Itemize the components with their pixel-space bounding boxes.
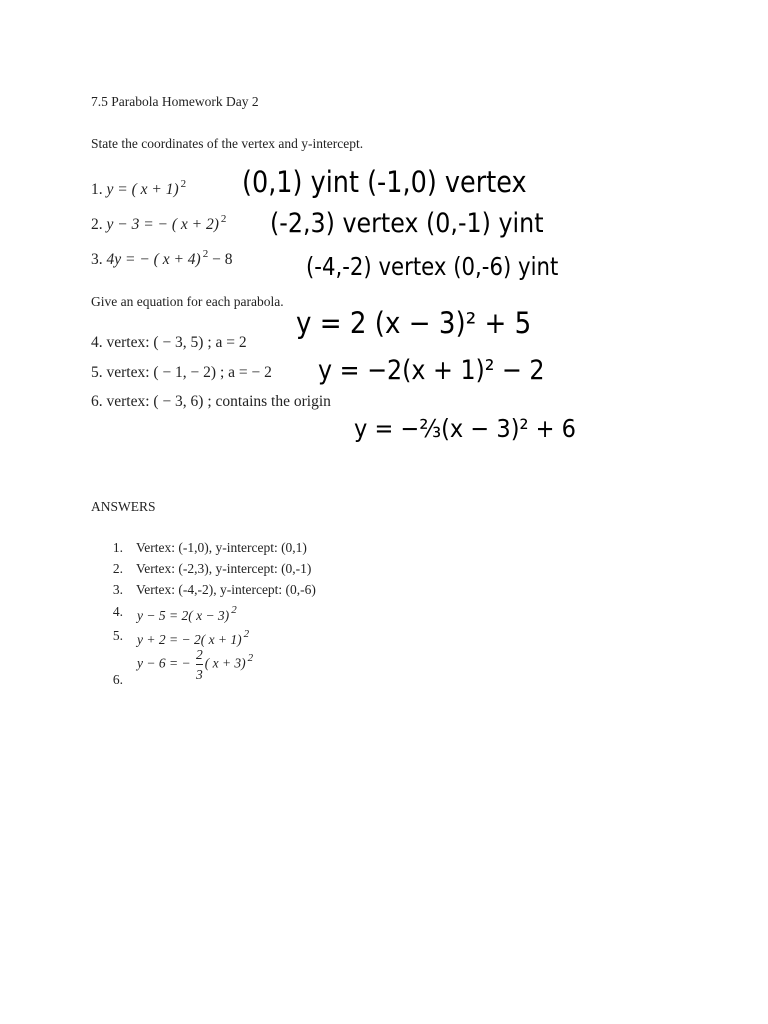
answer-item-6 xyxy=(0,646,300,696)
handwritten-answer-6: y = −⅔(x − 3)² + 6 xyxy=(354,414,576,443)
fraction xyxy=(196,646,203,683)
answer-text: y − 6 = − xyxy=(137,655,191,671)
handwritten-answer-5: y = −2(x + 1)² − 2 xyxy=(318,355,545,386)
question-number: 4. xyxy=(91,334,103,351)
answer-number: 2. xyxy=(112,561,123,576)
fraction-denominator: 3 xyxy=(195,667,203,682)
answer-text: Vertex: (-1,0), y-intercept: (0,1) xyxy=(136,540,307,555)
question-number: 5. xyxy=(91,364,103,381)
question-5 xyxy=(91,364,272,382)
answer-text: Vertex: (-2,3), y-intercept: (0,-1) xyxy=(136,561,312,576)
answer-text-tail: ( x + 3) xyxy=(204,655,246,671)
fraction-numerator: 2 xyxy=(195,647,203,662)
exponent: 2 xyxy=(202,248,209,260)
answers-heading: ANSWERS xyxy=(91,499,156,514)
answer-text: y + 2 = − 2( x + 1) xyxy=(137,632,242,647)
question-6 xyxy=(91,393,331,411)
section-instruction-equation: Give an equation for each parabola. xyxy=(91,294,284,309)
question-equation-tail: − 8 xyxy=(212,251,233,268)
answer-equation xyxy=(137,628,249,648)
question-3 xyxy=(91,248,232,269)
answer-equation xyxy=(137,646,253,683)
handwritten-answer-3: (-4,-2) vertex (0,-6) yint xyxy=(306,252,559,281)
answer-number: 4. xyxy=(112,604,123,619)
answer-number: 5. xyxy=(112,628,123,643)
question-number: 1. xyxy=(91,181,103,198)
handwritten-answer-4: y = 2 (x − 3)² + 5 xyxy=(296,306,532,340)
question-4 xyxy=(91,334,247,352)
question-equation: y − 3 = − ( x + 2) xyxy=(106,216,219,233)
answer-text: y − 5 = 2( x − 3) xyxy=(137,608,230,623)
question-number: 6. xyxy=(91,393,103,410)
answer-number: 6. xyxy=(112,672,123,687)
section-instruction-vertex: State the coordinates of the vertex and y-intercept. xyxy=(91,136,364,151)
answer-equation xyxy=(137,604,237,624)
answer-number: 1. xyxy=(112,540,123,555)
handwritten-answer-1: (0,1) yint (-1,0) vertex xyxy=(242,165,527,199)
answer-number: 3. xyxy=(112,582,123,597)
handwritten-answer-2: (-2,3) vertex (0,-1) yint xyxy=(270,208,544,239)
question-equation: y = ( x + 1) xyxy=(106,181,179,198)
question-equation: 4y = − ( x + 4) xyxy=(106,251,201,268)
worksheet-title: 7.5 Parabola Homework Day 2 xyxy=(91,94,259,109)
question-number: 3. xyxy=(91,251,103,268)
answer-text: Vertex: (-4,-2), y-intercept: (0,-6) xyxy=(136,582,316,597)
exponent: 2 xyxy=(220,213,227,225)
exponent: 2 xyxy=(247,651,254,664)
exponent: 2 xyxy=(243,628,250,640)
question-text: vertex: ( − 1, − 2) ; a = − 2 xyxy=(106,364,272,381)
question-text: vertex: ( − 3, 6) ; contains the origin xyxy=(106,393,331,410)
question-number: 2. xyxy=(91,216,103,233)
question-1 xyxy=(91,178,186,199)
question-text: vertex: ( − 3, 5) ; a = 2 xyxy=(106,334,247,351)
exponent: 2 xyxy=(180,178,187,190)
fraction-bar xyxy=(196,664,203,665)
question-2 xyxy=(91,213,226,234)
exponent: 2 xyxy=(231,604,237,616)
